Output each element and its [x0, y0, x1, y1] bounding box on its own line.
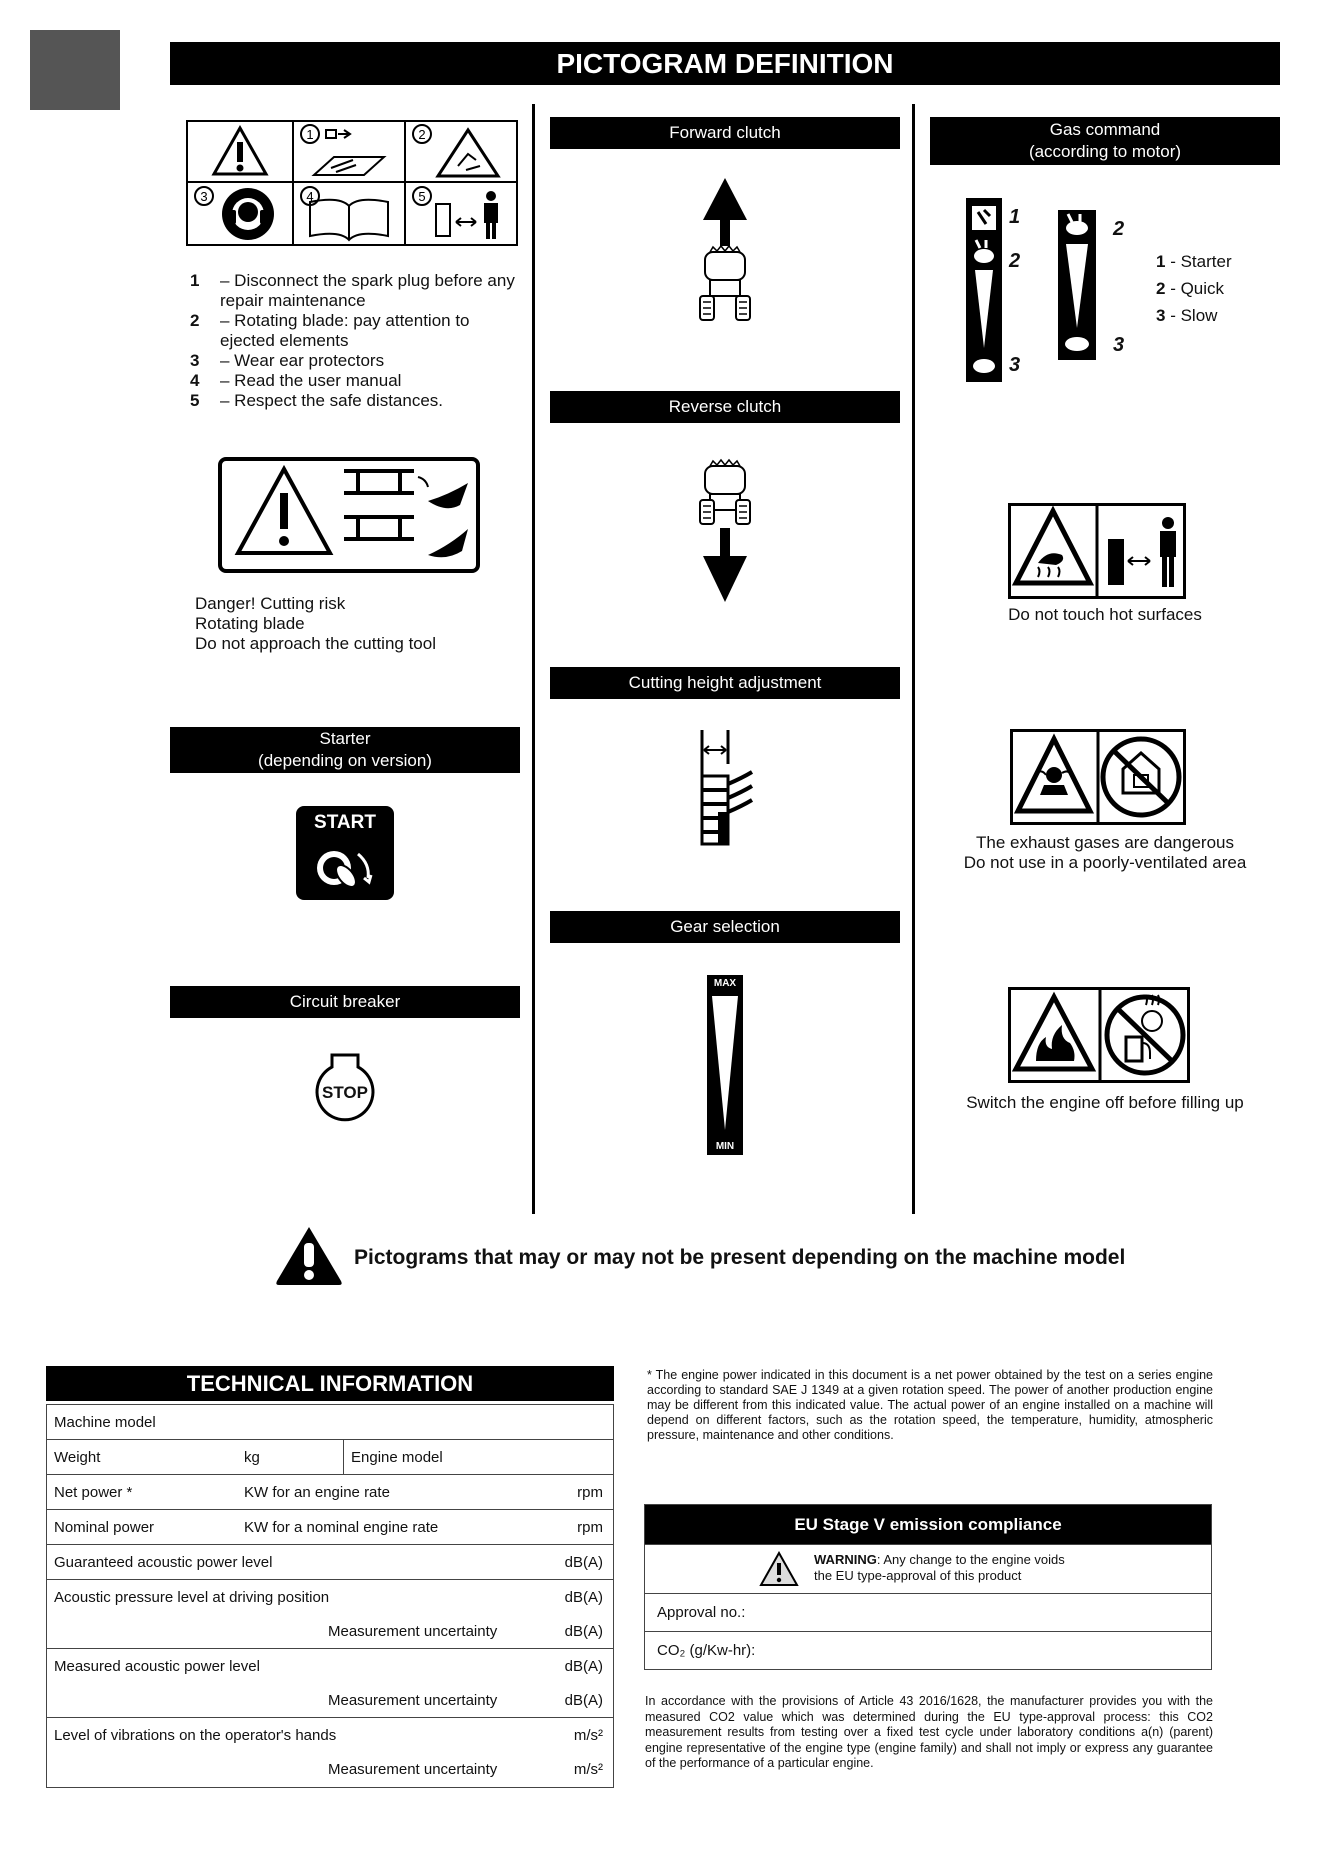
dba-unit: dB(A): [564, 1589, 603, 1606]
gear-slider-icon: [707, 975, 743, 1155]
column-divider-1: [532, 104, 535, 1214]
guaranteed-acoustic-label: Guaranteed acoustic power level: [54, 1554, 273, 1571]
cutting-height-icon: [694, 728, 754, 846]
compliance-text: In accordance with the provisions of Article 43 2016/1628, the manufacturer provides you with the measured CO2 value which was determined during the EU type-approval process: this CO2 measurement results from testing over a fixed test cycle under laboratory conditions a(n) (parent) engine representative of the engine type (engine family) and shall not imply or express any guarantee of the performance of a particular engine.: [645, 1694, 1213, 1770]
list-item: repair maintenance: [220, 291, 366, 310]
gas-mark: 3: [1009, 354, 1021, 376]
fuel-pictogram: [1008, 987, 1190, 1083]
model-note: Pictograms that may or may not be present depending on the machine model: [354, 1246, 1126, 1269]
legend-item: 2 - Quick: [1156, 279, 1225, 298]
gas-lever-2-icon: [1058, 210, 1096, 360]
tech-info-title: TECHNICAL INFORMATION: [46, 1366, 614, 1401]
table-row: [47, 1510, 613, 1545]
svg-text:2: 2: [418, 127, 426, 142]
list-item: 5 – Respect the safe distances.: [190, 391, 444, 410]
gas-legend: [1156, 248, 1232, 329]
table-row: [47, 1718, 613, 1787]
danger-text: [195, 594, 525, 654]
warning-icon: [759, 1551, 799, 1587]
danger-line: Do not approach the cutting tool: [195, 634, 436, 653]
uncertainty-label: Measurement uncertainty: [328, 1623, 498, 1640]
svg-text:5: 5: [418, 189, 426, 204]
dba-unit: dB(A): [564, 1692, 603, 1709]
svg-text:4: 4: [306, 189, 314, 204]
fuel-text: Switch the engine off before filling up: [966, 1093, 1244, 1112]
weight-label: Weight: [54, 1449, 101, 1466]
engine-power-footnote: * The engine power indicated in this document is a net power obtained by the test on a series engine according to standard SAE J 1349 at a given rotation speed. The power of another production engine may be different from this indicated value. The actual power of an engine installed on a machine will depend on different factors, such as the rotation speed, the temperature, humidity, atmospheric pressure, maintenance and other conditions.: [647, 1368, 1213, 1442]
nominal-power-desc: KW for a nominal engine rate: [244, 1519, 439, 1536]
net-power-desc: KW for an engine rate: [244, 1484, 390, 1501]
uncertainty-label: Measurement uncertainty: [328, 1692, 498, 1709]
rpm-unit: rpm: [577, 1484, 603, 1501]
hot-surface-pictogram: [1008, 503, 1186, 599]
column-divider-2: [912, 104, 915, 1214]
net-power-label: Net power *: [54, 1484, 133, 1501]
legend-item: 1 - Starter: [1156, 252, 1232, 271]
gear-selection-header: Gear selection: [550, 911, 900, 943]
reverse-clutch-header: Reverse clutch: [550, 391, 900, 423]
start-key-icon: [296, 806, 394, 900]
dba-unit: dB(A): [564, 1658, 603, 1675]
eu-compliance-title: EU Stage V emission compliance: [645, 1505, 1211, 1544]
start-label: START: [314, 812, 376, 833]
list-item: 4 – Read the user manual: [190, 371, 402, 390]
forward-clutch-icon: [690, 176, 760, 326]
machine-model-label: Machine model: [54, 1414, 156, 1431]
vibrations-label: Level of vibrations on the operator's hands: [54, 1727, 337, 1744]
svg-text:1: 1: [306, 127, 314, 142]
rpm-unit: rpm: [577, 1519, 603, 1536]
tech-info-table: [46, 1404, 614, 1788]
stop-label: STOP: [322, 1083, 368, 1102]
cell-divider: [343, 1440, 344, 1474]
warning-label: WARNING: [814, 1552, 877, 1567]
gas-command-title: Gas command: [1049, 120, 1161, 139]
svg-text:3: 3: [200, 189, 208, 204]
exhaust-line-2: Do not use in a poorly-ventilated area: [963, 853, 1247, 872]
gas-lever-1-icon: [966, 198, 1002, 382]
list-item: 3 – Wear ear protectors: [190, 351, 385, 370]
gas-command-header: [930, 117, 1280, 165]
page-title: PICTOGRAM DEFINITION: [170, 42, 1280, 85]
approval-row: [645, 1593, 1211, 1631]
table-row: [47, 1580, 613, 1649]
approval-label: Approval no.:: [657, 1604, 746, 1621]
ms2-unit: m/s²: [573, 1761, 603, 1778]
gas-mark: 2: [1009, 250, 1021, 272]
danger-line: Rotating blade: [195, 614, 305, 633]
cutting-danger-pictogram: [218, 457, 480, 573]
gear-min-label: MIN: [715, 1141, 735, 1152]
measured-acoustic-label: Measured acoustic power level: [54, 1658, 260, 1675]
gear-max-label: MAX: [713, 978, 737, 989]
nominal-power-label: Nominal power: [54, 1519, 155, 1536]
list-item: 1 – Disconnect the spark plug before any: [190, 271, 515, 290]
table-row: [47, 1545, 613, 1580]
gas-mark: 2: [1113, 218, 1125, 240]
stop-icon: [314, 1052, 376, 1124]
starter-title: Starter: [319, 729, 371, 748]
dba-unit: dB(A): [564, 1554, 603, 1571]
forward-clutch-header: Forward clutch: [550, 117, 900, 149]
acoustic-pressure-label: Acoustic pressure level at driving position: [54, 1589, 330, 1606]
weight-unit: kg: [244, 1449, 260, 1466]
eu-warning-row: [645, 1544, 1211, 1593]
dba-unit: dB(A): [564, 1623, 603, 1640]
list-item: 2 – Rotating blade: pay attention to: [190, 311, 470, 330]
co2-label: CO₂ (g/Kw-hr):: [657, 1642, 756, 1659]
table-row: [47, 1649, 613, 1718]
safety-pictogram-grid: [186, 120, 518, 246]
gas-mark: 3: [1113, 334, 1125, 356]
eu-warning-text: WARNING: Any change to the engine voids the EU type-approval of this product: [814, 1552, 1065, 1583]
reverse-clutch-icon: [690, 456, 760, 606]
exhaust-pictogram: [1010, 729, 1186, 825]
table-row: [47, 1405, 613, 1440]
hot-surfaces-text: Do not touch hot surfaces: [1008, 605, 1202, 624]
engine-model-label: Engine model: [351, 1449, 443, 1466]
gas-mark: 1: [1009, 206, 1021, 228]
starter-subtitle: (depending on version): [258, 751, 432, 770]
safety-list: [190, 271, 530, 411]
ms2-unit: m/s²: [573, 1727, 603, 1744]
corner-tab: [30, 30, 120, 110]
warning-icon: [273, 1223, 345, 1287]
gas-command-subtitle: (according to motor): [1028, 142, 1182, 161]
exhaust-line-1: The exhaust gases are dangerous: [975, 833, 1234, 852]
starter-header: [170, 727, 520, 773]
table-row: [47, 1440, 613, 1475]
cutting-height-header: Cutting height adjustment: [550, 667, 900, 699]
circuit-breaker-header: Circuit breaker: [170, 986, 520, 1018]
danger-line: Danger! Cutting risk: [195, 594, 346, 613]
legend-item: 3 - Slow: [1156, 306, 1218, 325]
table-row: [47, 1475, 613, 1510]
co2-row: [645, 1631, 1211, 1669]
eu-compliance-box: [644, 1504, 1212, 1670]
uncertainty-label: Measurement uncertainty: [328, 1761, 498, 1778]
exhaust-text: [930, 833, 1280, 873]
list-item: ejected elements: [220, 331, 349, 350]
